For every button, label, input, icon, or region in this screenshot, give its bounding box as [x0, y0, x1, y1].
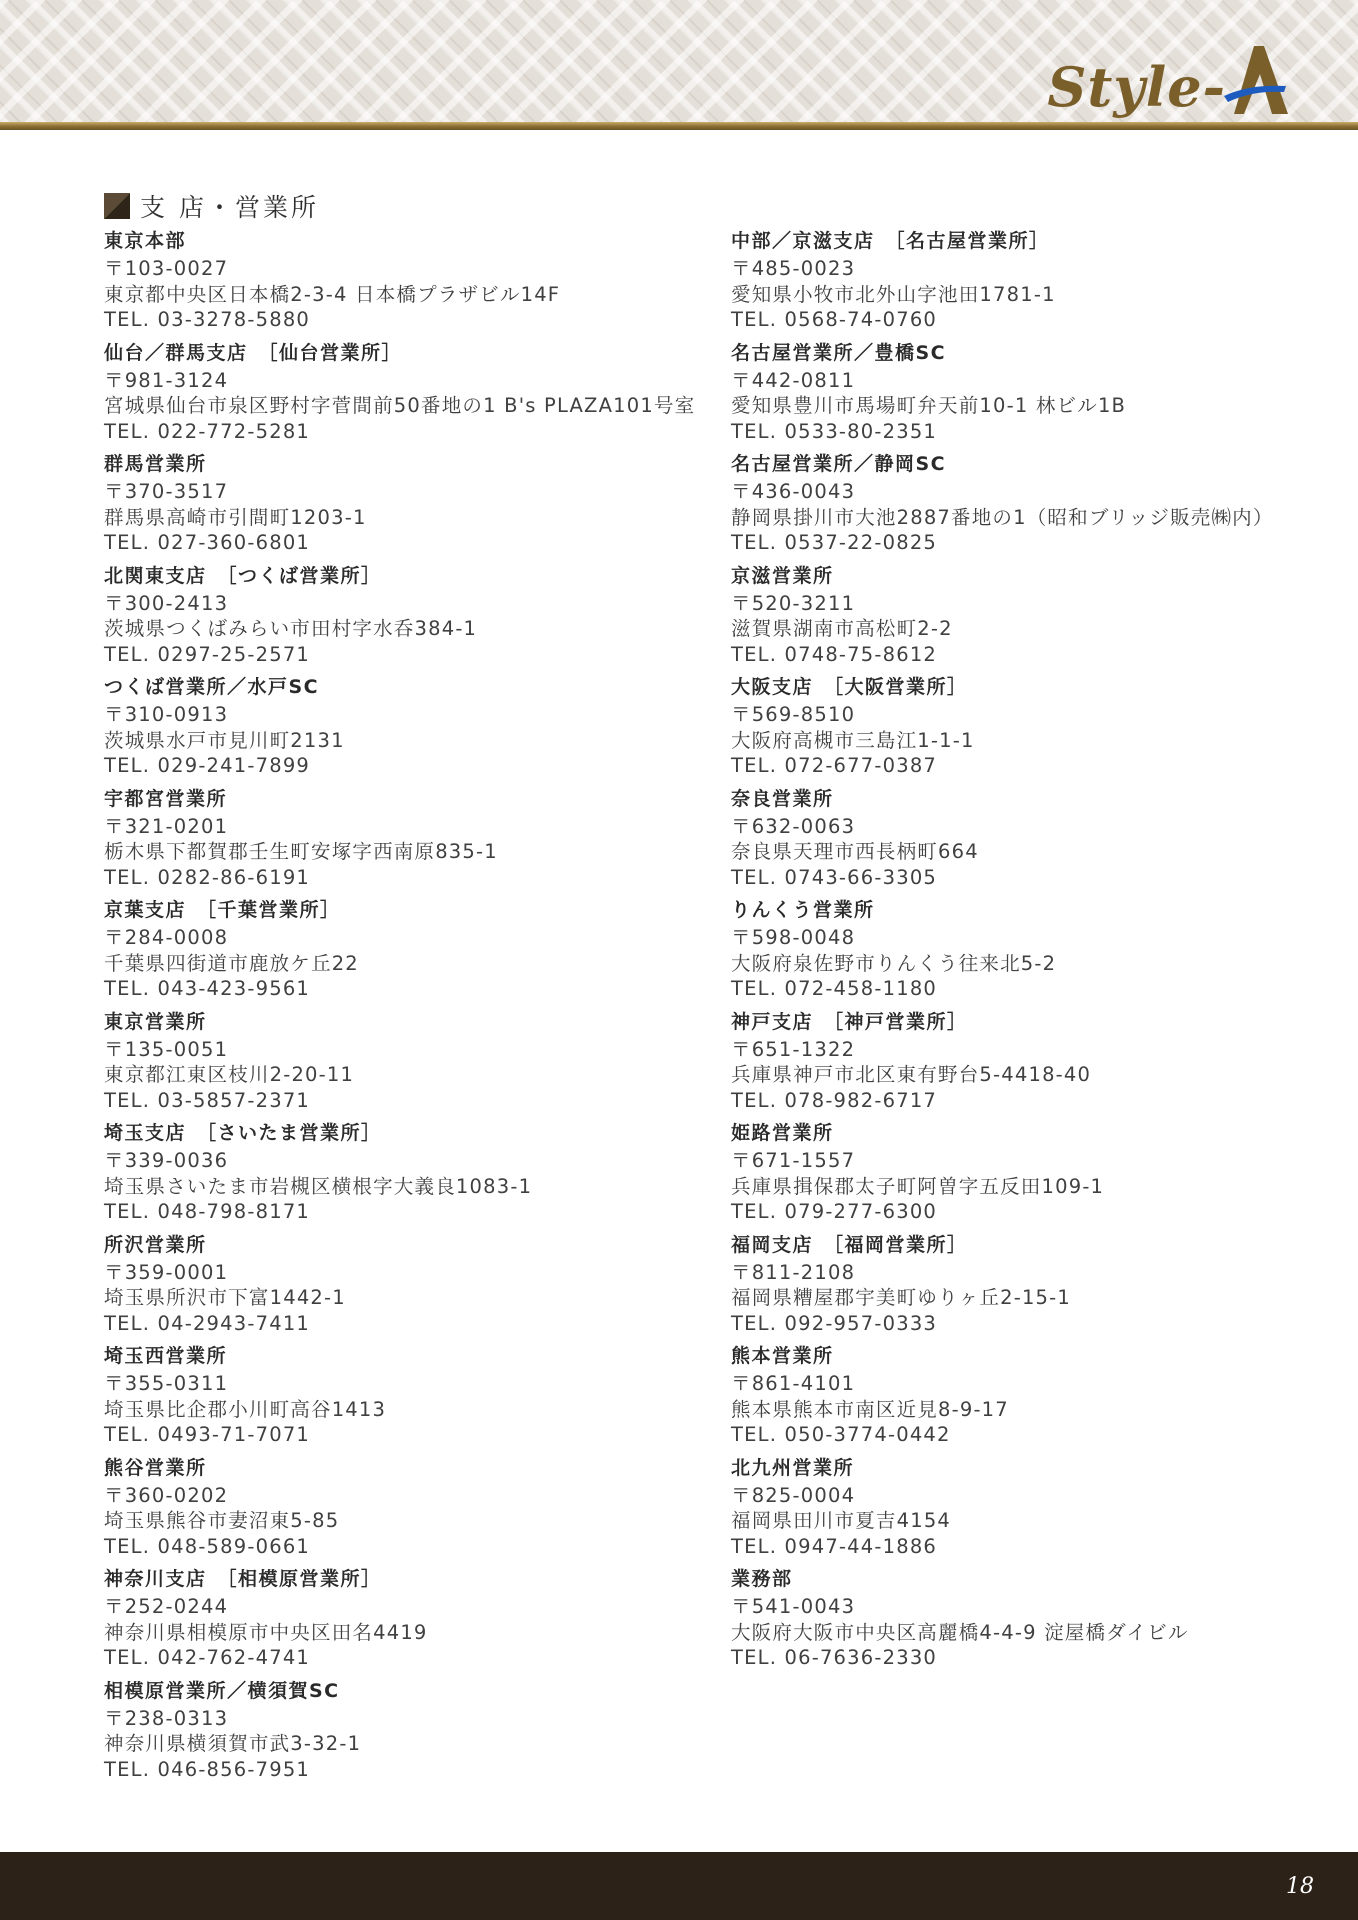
office-name: 東京本部 — [104, 230, 187, 252]
office-address: 大阪府泉佐野市りんくう往来北5-2 — [731, 951, 1057, 975]
office-address: 熊本県熊本市南区近見8-9-17 — [731, 1397, 1009, 1421]
office-entry — [104, 1007, 704, 1114]
office-address: 栃木県下都賀郡壬生町安塚字西南原835-1 — [104, 840, 498, 863]
office-entry — [731, 338, 1331, 445]
office-name: 熊谷営業所 — [104, 1456, 207, 1479]
office-tel: TEL. 0748-75-8612 — [731, 642, 938, 666]
office-name: 埼玉支店 ［さいたま営業所］ — [104, 1122, 382, 1144]
office-postal-code: 〒339-0036 — [104, 1149, 229, 1172]
office-entry — [731, 895, 1331, 1002]
office-address: 愛知県小牧市北外山字池田1781-1 — [731, 282, 1056, 306]
office-address: 福岡県糟屋郡宇美町ゆりヶ丘2-15-1 — [731, 1286, 1071, 1309]
office-postal-code: 〒569-8510 — [731, 703, 856, 726]
office-entry — [104, 895, 704, 1002]
office-entry — [104, 449, 704, 556]
office-entry — [104, 338, 704, 445]
office-postal-code: 〒671-1557 — [731, 1149, 856, 1172]
office-entry — [104, 561, 704, 668]
office-tel: TEL. 050-3774-0442 — [731, 1423, 951, 1446]
office-name: 北関東支店 ［つくば営業所］ — [104, 564, 382, 587]
section-title-text: 支 店・営業所 — [140, 193, 319, 222]
footer-bar — [0, 1852, 1358, 1920]
office-tel: TEL. 0947-44-1886 — [731, 1534, 938, 1558]
office-postal-code: 〒135-0051 — [104, 1037, 229, 1061]
office-address: 茨城県水戸市見川町2131 — [104, 728, 345, 752]
office-postal-code: 〒442-0811 — [731, 368, 856, 392]
office-postal-code: 〒981-3124 — [104, 368, 229, 392]
right-office-column — [731, 226, 1331, 1676]
office-entry — [731, 1564, 1331, 1671]
office-tel: TEL. 0743-66-3305 — [731, 865, 938, 889]
office-postal-code: 〒103-0027 — [104, 257, 229, 280]
office-entry — [731, 226, 1331, 333]
office-address: 奈良県天理市西長柄町664 — [731, 840, 979, 863]
office-postal-code: 〒811-2108 — [731, 1260, 856, 1284]
office-address: 滋賀県湖南市高松町2-2 — [731, 617, 953, 640]
office-entry — [104, 1341, 704, 1448]
office-address: 千葉県四街道市鹿放ケ丘22 — [104, 951, 359, 975]
office-postal-code: 〒359-0001 — [104, 1260, 229, 1284]
office-postal-code: 〒360-0202 — [104, 1483, 229, 1507]
office-name: 神戸支店 ［神戸営業所］ — [731, 1010, 968, 1033]
office-tel: TEL. 03-3278-5880 — [104, 308, 311, 331]
office-tel: TEL. 042-762-4741 — [104, 1646, 311, 1669]
office-tel: TEL. 0533-80-2351 — [731, 419, 938, 443]
office-tel: TEL. 027-360-6801 — [104, 531, 311, 554]
office-postal-code: 〒861-4101 — [731, 1372, 856, 1395]
office-address: 神奈川県横須賀市武3-32-1 — [104, 1732, 362, 1755]
logo-text: Style- — [1047, 55, 1226, 119]
office-name: 京滋営業所 — [731, 564, 834, 587]
office-tel: TEL. 046-856-7951 — [104, 1757, 311, 1781]
office-name: 業務部 — [731, 1568, 793, 1590]
office-name: つくば営業所／水戸SC — [104, 676, 320, 698]
office-entry — [731, 672, 1331, 779]
office-tel: TEL. 048-589-0661 — [104, 1534, 311, 1558]
office-entry — [104, 1453, 704, 1560]
office-tel: TEL. 092-957-0333 — [731, 1311, 938, 1335]
section-title — [104, 188, 319, 224]
office-name: 奈良営業所 — [731, 787, 834, 810]
office-address: 兵庫県神戸市北区東有野台5-4418-40 — [731, 1063, 1092, 1086]
office-tel: TEL. 029-241-7899 — [104, 754, 311, 777]
office-entry — [104, 672, 704, 779]
office-address: 宮城県仙台市泉区野村字菅間前50番地の1 B's PLAZA101号室 — [104, 394, 696, 417]
office-tel: TEL. 048-798-8171 — [104, 1200, 311, 1223]
office-name: 中部／京滋支店 ［名古屋営業所］ — [731, 230, 1050, 252]
office-tel: TEL. 03-5857-2371 — [104, 1088, 311, 1112]
office-name: 群馬営業所 — [104, 453, 207, 475]
office-name: 宇都宮営業所 — [104, 787, 228, 810]
office-postal-code: 〒541-0043 — [731, 1595, 856, 1618]
office-tel: TEL. 043-423-9561 — [104, 977, 311, 1000]
office-address: 大阪府高槻市三島江1-1-1 — [731, 728, 975, 752]
office-entry — [731, 1341, 1331, 1448]
office-name: 北九州営業所 — [731, 1456, 855, 1479]
office-address: 茨城県つくばみらい市田村字水呑384-1 — [104, 617, 478, 640]
office-postal-code: 〒238-0313 — [104, 1706, 229, 1730]
office-address: 埼玉県比企郡小川町高谷1413 — [104, 1397, 387, 1421]
office-postal-code: 〒284-0008 — [104, 926, 229, 949]
office-address: 埼玉県所沢市下富1442-1 — [104, 1286, 346, 1309]
office-postal-code: 〒321-0201 — [104, 814, 229, 838]
office-address: 大阪府大阪市中央区高麗橋4-4-9 淀屋橋ダイビル — [731, 1620, 1189, 1644]
office-entry — [104, 1230, 704, 1337]
office-entry — [731, 1007, 1331, 1114]
office-tel: TEL. 079-277-6300 — [731, 1200, 938, 1223]
office-tel: TEL. 0297-25-2571 — [104, 642, 311, 666]
office-tel: TEL. 0282-86-6191 — [104, 865, 311, 889]
office-name: 仙台／群馬支店 ［仙台営業所］ — [104, 341, 403, 364]
office-address: 福岡県田川市夏吉4154 — [731, 1509, 952, 1532]
office-name: 名古屋営業所／豊橋SC — [731, 341, 947, 364]
office-postal-code: 〒355-0311 — [104, 1372, 229, 1395]
logo-a-mark-icon — [1220, 44, 1290, 116]
office-entry — [104, 784, 704, 891]
header-gold-rule — [0, 122, 1358, 130]
office-address: 埼玉県熊谷市妻沼東5-85 — [104, 1509, 340, 1532]
left-office-column — [104, 226, 704, 1787]
office-entry — [731, 1118, 1331, 1225]
office-tel: TEL. 078-982-6717 — [731, 1088, 938, 1112]
corner-triangle-icon — [104, 193, 130, 219]
office-tel: TEL. 072-458-1180 — [731, 977, 938, 1000]
office-entry — [104, 1676, 704, 1783]
office-tel: TEL. 072-677-0387 — [731, 754, 938, 777]
office-name: 京葉支店 ［千葉営業所］ — [104, 899, 341, 921]
office-tel: TEL. 04-2943-7411 — [104, 1311, 311, 1335]
office-name: 埼玉西営業所 — [104, 1345, 228, 1367]
office-postal-code: 〒598-0048 — [731, 926, 856, 949]
office-entry — [731, 1453, 1331, 1560]
office-postal-code: 〒370-3517 — [104, 480, 229, 503]
office-postal-code: 〒436-0043 — [731, 480, 856, 503]
office-postal-code: 〒485-0023 — [731, 257, 856, 280]
office-address: 群馬県高崎市引間町1203-1 — [104, 505, 367, 529]
office-tel: TEL. 0537-22-0825 — [731, 531, 938, 554]
office-tel: TEL. 022-772-5281 — [104, 419, 311, 443]
office-name: 姫路営業所 — [731, 1122, 834, 1144]
office-entry — [104, 226, 704, 333]
office-postal-code: 〒520-3211 — [731, 591, 856, 615]
office-address: 神奈川県相模原市中央区田名4419 — [104, 1620, 428, 1644]
office-name: 大阪支店 ［大阪営業所］ — [731, 676, 968, 698]
office-address: 静岡県掛川市大池2887番地の1（昭和ブリッジ販売㈱内） — [731, 505, 1274, 529]
office-postal-code: 〒310-0913 — [104, 703, 229, 726]
page-number: 18 — [1286, 1874, 1314, 1899]
office-postal-code: 〒632-0063 — [731, 814, 856, 838]
office-tel: TEL. 0568-74-0760 — [731, 308, 938, 331]
office-address: 埼玉県さいたま市岩槻区横根字大義良1083-1 — [104, 1174, 533, 1198]
office-name: 熊本営業所 — [731, 1345, 834, 1367]
office-name: 名古屋営業所／静岡SC — [731, 453, 947, 475]
office-entry — [104, 1118, 704, 1225]
office-address: 東京都江東区枝川2-20-11 — [104, 1063, 355, 1086]
style-a-logo — [1047, 50, 1290, 122]
office-name: 神奈川支店 ［相模原営業所］ — [104, 1568, 382, 1590]
office-name: 福岡支店 ［福岡営業所］ — [731, 1233, 968, 1256]
office-postal-code: 〒252-0244 — [104, 1595, 229, 1618]
office-address: 愛知県豊川市馬場町弁天前10-1 林ビル1B — [731, 394, 1127, 417]
office-postal-code: 〒825-0004 — [731, 1483, 856, 1507]
office-entry — [104, 1564, 704, 1671]
office-name: 所沢営業所 — [104, 1233, 207, 1256]
office-entry — [731, 1230, 1331, 1337]
office-tel: TEL. 0493-71-7071 — [104, 1423, 311, 1446]
office-entry — [731, 449, 1331, 556]
office-entry — [731, 561, 1331, 668]
office-address: 東京都中央区日本橋2-3-4 日本橋プラザビル14F — [104, 282, 561, 306]
office-name: 相模原営業所／横須賀SC — [104, 1679, 340, 1702]
office-postal-code: 〒651-1322 — [731, 1037, 856, 1061]
office-entry — [731, 784, 1331, 891]
office-tel: TEL. 06-7636-2330 — [731, 1646, 938, 1669]
office-name: りんくう営業所 — [731, 899, 875, 921]
office-address: 兵庫県揖保郡太子町阿曽字五反田109-1 — [731, 1174, 1105, 1198]
office-postal-code: 〒300-2413 — [104, 591, 229, 615]
office-name: 東京営業所 — [104, 1010, 207, 1033]
